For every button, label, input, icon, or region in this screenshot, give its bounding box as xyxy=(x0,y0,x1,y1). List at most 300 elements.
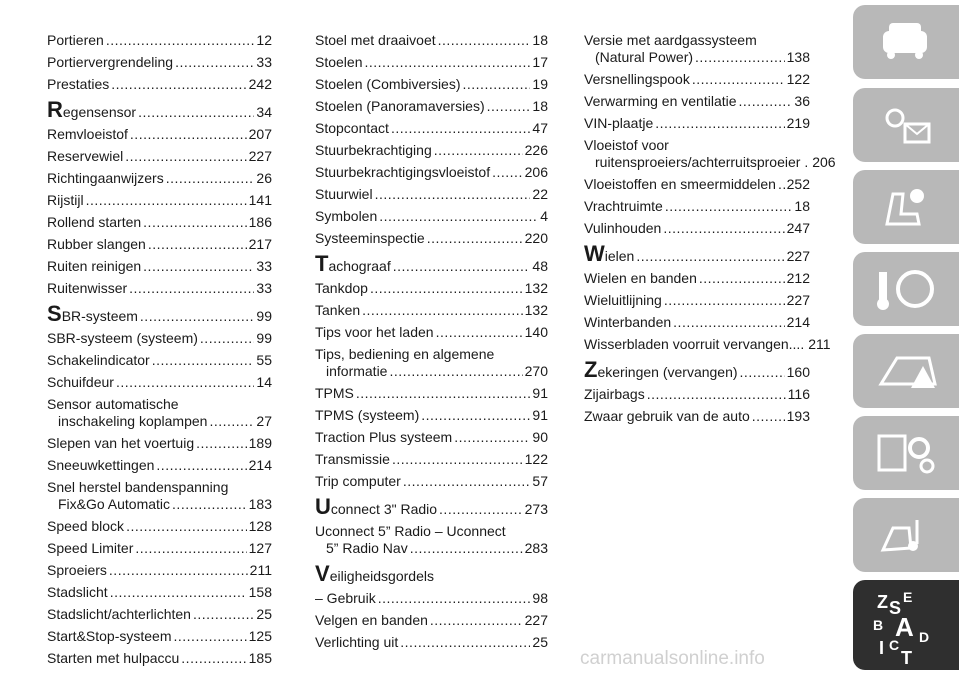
dot-leader xyxy=(175,54,254,71)
page-number: 14 xyxy=(256,374,272,390)
page-number: 33 xyxy=(256,258,272,274)
dot-leader xyxy=(739,93,793,110)
index-entry[interactable] xyxy=(47,192,272,209)
index-entry-text: Remvloeistof xyxy=(47,126,128,142)
index-entry[interactable] xyxy=(315,280,548,297)
page-number: 242 xyxy=(248,76,272,92)
dot-leader xyxy=(421,407,530,424)
dot-leader xyxy=(143,214,246,231)
index-entry-text: TPMS (systeem) xyxy=(315,407,420,423)
dot-leader xyxy=(492,164,523,181)
page-number: 90 xyxy=(532,429,548,445)
index-entry-text-continued: 5” Radio Nav xyxy=(326,540,408,556)
dot-leader xyxy=(126,518,247,535)
index-entry[interactable] xyxy=(315,385,548,402)
dot-leader xyxy=(130,126,247,143)
index-entry[interactable] xyxy=(584,176,810,193)
tab-letter: C xyxy=(889,637,900,653)
index-entry[interactable] xyxy=(584,270,810,287)
dot-leader xyxy=(487,98,531,115)
dot-leader xyxy=(200,330,255,347)
index-entry[interactable] xyxy=(315,186,548,203)
index-entry-text: Prestaties xyxy=(47,76,110,92)
page-number: 219 xyxy=(786,115,810,131)
index-entry[interactable] xyxy=(315,590,548,607)
index-entry[interactable] xyxy=(315,634,548,651)
page-number: 18 xyxy=(794,198,810,214)
index-entry-text-continued: (Natural Power) xyxy=(595,49,694,65)
page-number: 247 xyxy=(786,220,810,236)
index-entry-text: egensensor xyxy=(62,104,137,120)
dot-leader xyxy=(427,230,523,247)
index-entry-text: Transmissie xyxy=(315,451,390,467)
index-entry[interactable] xyxy=(47,628,272,645)
page-number: 212 xyxy=(786,270,810,286)
index-letter-initial: R xyxy=(47,97,63,122)
index-letter-initial: U xyxy=(315,494,331,519)
index-entry-text: Rijstijl xyxy=(47,192,84,208)
index-entry-text: Tips voor het laden xyxy=(315,324,434,340)
index-entry-text: Speed block xyxy=(47,518,125,534)
page-number: 132 xyxy=(524,302,548,318)
dot-leader xyxy=(636,248,784,265)
index-entry[interactable] xyxy=(47,214,272,231)
index-entry[interactable] xyxy=(47,457,272,474)
page-number: 214 xyxy=(786,314,810,330)
index-entry-text: ielen xyxy=(604,248,635,264)
page-number: 127 xyxy=(248,540,272,556)
tab-key-steering[interactable] xyxy=(853,252,959,326)
dot-leader xyxy=(129,280,254,297)
index-entry-text: Sensor automatische xyxy=(47,396,179,412)
index-entry-text: Snel herstel bandenspanning xyxy=(47,479,229,495)
dot-leader xyxy=(665,198,793,215)
index-entry-text: BR-systeem xyxy=(61,308,138,324)
dot-leader xyxy=(692,71,785,88)
page-number: 160 xyxy=(786,364,810,380)
index-entry[interactable] xyxy=(47,396,272,430)
dot-leader xyxy=(454,429,530,446)
breakdown-triangle-icon xyxy=(853,334,959,408)
page-number: 283 xyxy=(524,540,548,556)
dot-leader xyxy=(193,606,254,623)
page-number: 47 xyxy=(532,120,548,136)
index-entry[interactable] xyxy=(47,301,272,326)
page-number: 185 xyxy=(248,650,272,666)
index-entry[interactable] xyxy=(584,241,810,266)
dot-leader xyxy=(364,54,530,71)
index-entry-text: Stopcontact xyxy=(315,120,389,136)
index-entry[interactable] xyxy=(584,386,810,403)
page-number: 19 xyxy=(532,76,548,92)
page-number: 270 xyxy=(524,363,548,379)
dot-leader xyxy=(434,142,523,159)
dot-leader xyxy=(110,584,247,601)
dot-leader xyxy=(695,49,785,66)
page-number: 183 xyxy=(248,496,272,512)
tab-letter: E xyxy=(903,589,913,605)
page-number: 226 xyxy=(524,142,548,158)
page-number: 128 xyxy=(248,518,272,534)
page-number: 98 xyxy=(532,590,548,606)
index-entry[interactable] xyxy=(47,540,272,557)
page-number: 206 xyxy=(812,154,836,170)
index-entry[interactable] xyxy=(47,435,272,452)
index-entry[interactable] xyxy=(315,230,548,247)
index-entry[interactable] xyxy=(315,76,548,93)
index-entry-text: Starten met hulpaccu xyxy=(47,650,180,666)
dot-leader xyxy=(379,208,538,225)
index-letter-initial: Z xyxy=(584,357,598,382)
dot-leader xyxy=(740,364,785,381)
dot-leader xyxy=(392,451,523,468)
page-number: 27 xyxy=(256,413,272,429)
index-entry-text: Start&Stop-systeem xyxy=(47,628,172,644)
dot-leader xyxy=(463,76,531,93)
index-entry[interactable] xyxy=(584,336,831,353)
index-entry-text: Vloeistoffen en smeermiddelen xyxy=(584,176,776,192)
index-entry[interactable] xyxy=(315,251,548,276)
index-entry-text: Vrachtruimte xyxy=(584,198,663,214)
index-entry[interactable] xyxy=(315,32,548,49)
dot-leader xyxy=(664,292,785,309)
index-entry[interactable] xyxy=(47,97,272,122)
index-entry[interactable] xyxy=(584,115,810,132)
index-entry-text: Rollend starten xyxy=(47,214,142,230)
dot-leader xyxy=(699,270,785,287)
dot-leader xyxy=(375,186,531,203)
index-entry-text: – Gebruik xyxy=(315,590,376,606)
dot-leader xyxy=(403,473,531,490)
dot-leader xyxy=(116,374,254,391)
index-entry-text-continued: Fix&Go Automatic xyxy=(58,496,171,512)
index-letter-initial: V xyxy=(315,561,330,586)
page-number: 211 xyxy=(249,562,272,578)
page-number: 158 xyxy=(248,584,272,600)
page-number: 122 xyxy=(524,451,548,467)
page-number: 4 xyxy=(540,208,548,224)
index-entry[interactable] xyxy=(47,606,272,623)
page-number: 206 xyxy=(524,164,548,180)
dot-leader xyxy=(436,324,523,341)
dot-leader xyxy=(778,176,785,193)
index-entry-text: Wisserbladen voorruit vervangen.... xyxy=(584,336,805,352)
index-entry[interactable] xyxy=(584,137,836,171)
index-entry[interactable] xyxy=(315,120,548,137)
dot-leader xyxy=(111,76,246,93)
page-number: 57 xyxy=(532,473,548,489)
page-number: 140 xyxy=(524,324,548,340)
dot-leader xyxy=(209,413,254,430)
index-entry[interactable] xyxy=(47,330,272,347)
tab-letter: I xyxy=(879,638,885,658)
page-number: 91 xyxy=(532,385,548,401)
index-entry[interactable] xyxy=(315,54,548,71)
index-entry-text: Stoelen xyxy=(315,54,363,70)
chapter-tabs xyxy=(846,0,960,678)
index-entry-text-continued: ruitensproeiers/achterruitsproeier . xyxy=(595,154,809,170)
tab-letter: A xyxy=(895,612,914,642)
dot-leader xyxy=(135,540,246,557)
dot-leader xyxy=(673,314,784,331)
dot-leader xyxy=(143,258,254,275)
key-steering-wheel-icon xyxy=(853,252,959,326)
page-number: 36 xyxy=(794,93,810,109)
page-number: 227 xyxy=(786,292,810,308)
index-entry-text: Speed Limiter xyxy=(47,540,134,556)
page-number: 227 xyxy=(248,148,272,164)
index-entry-text: Traction Plus systeem xyxy=(315,429,453,445)
index-entry[interactable] xyxy=(584,292,810,309)
tab-technical-data[interactable] xyxy=(853,498,959,572)
tab-letter: D xyxy=(919,629,930,645)
index-entry[interactable] xyxy=(47,518,272,535)
page-number: 122 xyxy=(786,71,810,87)
index-entry-text: Winterbanden xyxy=(584,314,672,330)
index-entry[interactable] xyxy=(584,93,810,110)
index-entry-text: Trip computer xyxy=(315,473,401,489)
page-number: 189 xyxy=(248,435,272,451)
page-number: 217 xyxy=(248,236,272,252)
dot-leader xyxy=(430,612,523,629)
index-entry-text: Sproeiers xyxy=(47,562,107,578)
page-number: 55 xyxy=(256,352,272,368)
page-number: 141 xyxy=(248,192,272,208)
index-entry-text: Versnellingspook xyxy=(584,71,690,87)
index-entry-text: Zijairbags xyxy=(584,386,645,402)
index-entry-text: Richtingaanwijzers xyxy=(47,170,164,186)
page-number: 99 xyxy=(256,308,272,324)
index-entry[interactable] xyxy=(315,407,548,424)
dot-leader xyxy=(393,258,531,275)
index-entry-text: Verwarming en ventilatie xyxy=(584,93,737,109)
index-entry-text: VIN-plaatje xyxy=(584,115,654,131)
tab-dashboard[interactable] xyxy=(853,88,959,162)
page-number: 99 xyxy=(256,330,272,346)
index-entry-text: achograaf xyxy=(328,258,391,274)
index-entry[interactable] xyxy=(315,451,548,468)
index-entry[interactable] xyxy=(47,54,272,71)
index-entry-text: Portieren xyxy=(47,32,104,48)
index-entry[interactable] xyxy=(315,142,548,159)
index-entry-text-continued: informatie xyxy=(326,363,388,379)
tab-maintenance[interactable] xyxy=(853,416,959,490)
tab-car-front[interactable] xyxy=(853,5,959,79)
page-number: 48 xyxy=(532,258,548,274)
index-entry[interactable] xyxy=(315,346,548,380)
index-entry[interactable] xyxy=(47,374,272,391)
dot-leader xyxy=(156,457,246,474)
dot-leader xyxy=(152,352,255,369)
dot-leader xyxy=(106,32,255,49)
index-letter-initial: S xyxy=(47,301,62,326)
dashboard-warning-icon xyxy=(853,88,959,162)
index-entry-text: ekeringen (vervangen) xyxy=(597,364,738,380)
page-number: 125 xyxy=(248,628,272,644)
page-number: 12 xyxy=(256,32,272,48)
dot-leader xyxy=(400,634,530,651)
index-entry-text: Slepen van het voertuig xyxy=(47,435,195,451)
dot-leader xyxy=(166,170,255,187)
index-entry[interactable] xyxy=(315,429,548,446)
index-entry-text: Tankdop xyxy=(315,280,368,296)
dot-leader xyxy=(148,236,247,253)
index-entry[interactable] xyxy=(584,71,810,88)
index-entry[interactable] xyxy=(315,561,548,586)
tab-letter: S xyxy=(889,598,902,618)
page-number: 186 xyxy=(248,214,272,230)
index-entry[interactable] xyxy=(47,562,272,579)
page-number: 214 xyxy=(248,457,272,473)
index-entry[interactable] xyxy=(315,494,548,519)
index-entry-text: Velgen en banden xyxy=(315,612,428,628)
index-entry[interactable] xyxy=(584,408,810,425)
dot-leader xyxy=(438,32,531,49)
index-entry[interactable] xyxy=(315,324,548,341)
index-entry[interactable] xyxy=(47,76,272,93)
dot-leader xyxy=(439,501,523,518)
page-number: 132 xyxy=(524,280,548,296)
dot-leader xyxy=(362,302,522,319)
index-entry-text: Versie met aardgassysteem xyxy=(584,32,757,48)
page-number: 22 xyxy=(532,186,548,202)
index-entry[interactable] xyxy=(47,352,272,369)
page-number: 18 xyxy=(532,98,548,114)
index-entry[interactable] xyxy=(584,198,810,215)
page-number: 18 xyxy=(532,32,548,48)
index-entry[interactable] xyxy=(315,208,548,225)
dot-leader xyxy=(181,650,246,667)
index-entry-text: Ruitenwisser xyxy=(47,280,128,296)
index-column-2 xyxy=(315,32,548,656)
index-alphabet-icon xyxy=(853,580,959,670)
dot-leader xyxy=(410,540,523,557)
index-entry[interactable] xyxy=(584,357,810,382)
seat-airbag-icon xyxy=(853,170,959,244)
index-entry[interactable] xyxy=(47,479,272,513)
index-entry[interactable] xyxy=(47,584,272,601)
index-column-3 xyxy=(584,32,836,430)
dot-leader xyxy=(140,308,255,325)
page-number: 273 xyxy=(524,501,548,517)
dot-leader xyxy=(172,496,247,513)
page-number: 17 xyxy=(532,54,548,70)
page-number: 34 xyxy=(256,104,272,120)
dot-leader xyxy=(356,385,531,402)
index-entry[interactable] xyxy=(315,473,548,490)
index-entry[interactable] xyxy=(315,612,548,629)
page-number: 25 xyxy=(532,634,548,650)
page-number: 33 xyxy=(256,54,272,70)
index-entry-text: Wieluitlijning xyxy=(584,292,662,308)
tab-index[interactable] xyxy=(853,580,959,670)
page-number: 33 xyxy=(256,280,272,296)
dot-leader xyxy=(370,280,523,297)
index-entry-text: Tips, bediening en algemene xyxy=(315,346,495,362)
index-entry[interactable] xyxy=(47,650,272,667)
index-entry[interactable] xyxy=(584,314,810,331)
index-entry-text: eiligheidsgordels xyxy=(329,568,434,584)
index-entry-text: Sneeuwkettingen xyxy=(47,457,155,473)
index-entry-text: Stoel met draaivoet xyxy=(315,32,436,48)
index-entry[interactable] xyxy=(47,236,272,253)
dot-leader xyxy=(86,192,247,209)
index-entry-text: Stoelen (Combiversies) xyxy=(315,76,461,92)
dot-leader xyxy=(391,120,530,137)
page-number: 227 xyxy=(524,612,548,628)
index-entry[interactable] xyxy=(47,170,272,187)
index-entry-text: Schuifdeur xyxy=(47,374,114,390)
index-entry[interactable] xyxy=(47,258,272,275)
index-entry-text: Schakelindicator xyxy=(47,352,150,368)
page-number: 252 xyxy=(786,176,810,192)
index-entry-text: Stuurbekrachtigingsvloeistof xyxy=(315,164,491,180)
tab-breakdown[interactable] xyxy=(853,334,959,408)
tab-letter: T xyxy=(901,648,912,668)
index-letter-initial: T xyxy=(315,251,329,276)
index-entry[interactable] xyxy=(47,32,272,49)
index-letter-initial: W xyxy=(584,241,605,266)
dot-leader xyxy=(138,104,254,121)
index-entry[interactable] xyxy=(47,126,272,143)
index-entry-text: connect 3" Radio xyxy=(330,501,438,517)
page-number: 26 xyxy=(256,170,272,186)
dot-leader xyxy=(663,220,784,237)
index-entry-text: Uconnect 5” Radio – Uconnect xyxy=(315,523,506,539)
index-entry-text: Verlichting uit xyxy=(315,634,399,650)
index-entry-text: Stadslicht xyxy=(47,584,108,600)
page-number: 227 xyxy=(786,248,810,264)
dot-leader xyxy=(125,148,246,165)
index-entry[interactable] xyxy=(315,164,548,181)
index-entry[interactable] xyxy=(47,148,272,165)
index-entry[interactable] xyxy=(315,523,548,557)
dot-leader xyxy=(378,590,531,607)
index-entry-text: Systeeminspectie xyxy=(315,230,425,246)
index-entry-text: Wielen en banden xyxy=(584,270,697,286)
index-entry-text-continued: inschakeling koplampen xyxy=(58,413,208,429)
index-entry-text: Vulinhouden xyxy=(584,220,662,236)
page-number: 220 xyxy=(524,230,548,246)
dot-leader xyxy=(647,386,786,403)
dot-leader xyxy=(655,115,784,132)
index-entry[interactable] xyxy=(315,302,548,319)
index-entry-text: Portiervergrendeling xyxy=(47,54,174,70)
watermark: carmanualsonline.info xyxy=(580,648,765,669)
tab-letter: Z xyxy=(877,592,888,612)
page-number: 207 xyxy=(248,126,272,142)
index-entry[interactable] xyxy=(584,32,810,66)
index-entry-text: Reservewiel xyxy=(47,148,124,164)
index-column-1 xyxy=(47,32,272,672)
index-entry[interactable] xyxy=(315,98,548,115)
index-entry-text: Stadslicht/achterlichten xyxy=(47,606,191,622)
tab-letter: B xyxy=(873,617,884,633)
page-number: 91 xyxy=(532,407,548,423)
index-entry[interactable] xyxy=(47,280,272,297)
page-number: 138 xyxy=(786,49,810,65)
dot-leader xyxy=(196,435,247,452)
index-entry-text: Stuurwiel xyxy=(315,186,373,202)
index-entry-text: Rubber slangen xyxy=(47,236,146,252)
index-entry-text: SBR-systeem (systeem) xyxy=(47,330,198,346)
page-number: 25 xyxy=(256,606,272,622)
tab-seat-airbag[interactable] xyxy=(853,170,959,244)
index-entry-text: Vloeistof voor xyxy=(584,137,669,153)
index-entry-text: Zwaar gebruik van de auto xyxy=(584,408,750,424)
index-entry[interactable] xyxy=(584,220,810,237)
index-entry-text: TPMS xyxy=(315,385,354,401)
